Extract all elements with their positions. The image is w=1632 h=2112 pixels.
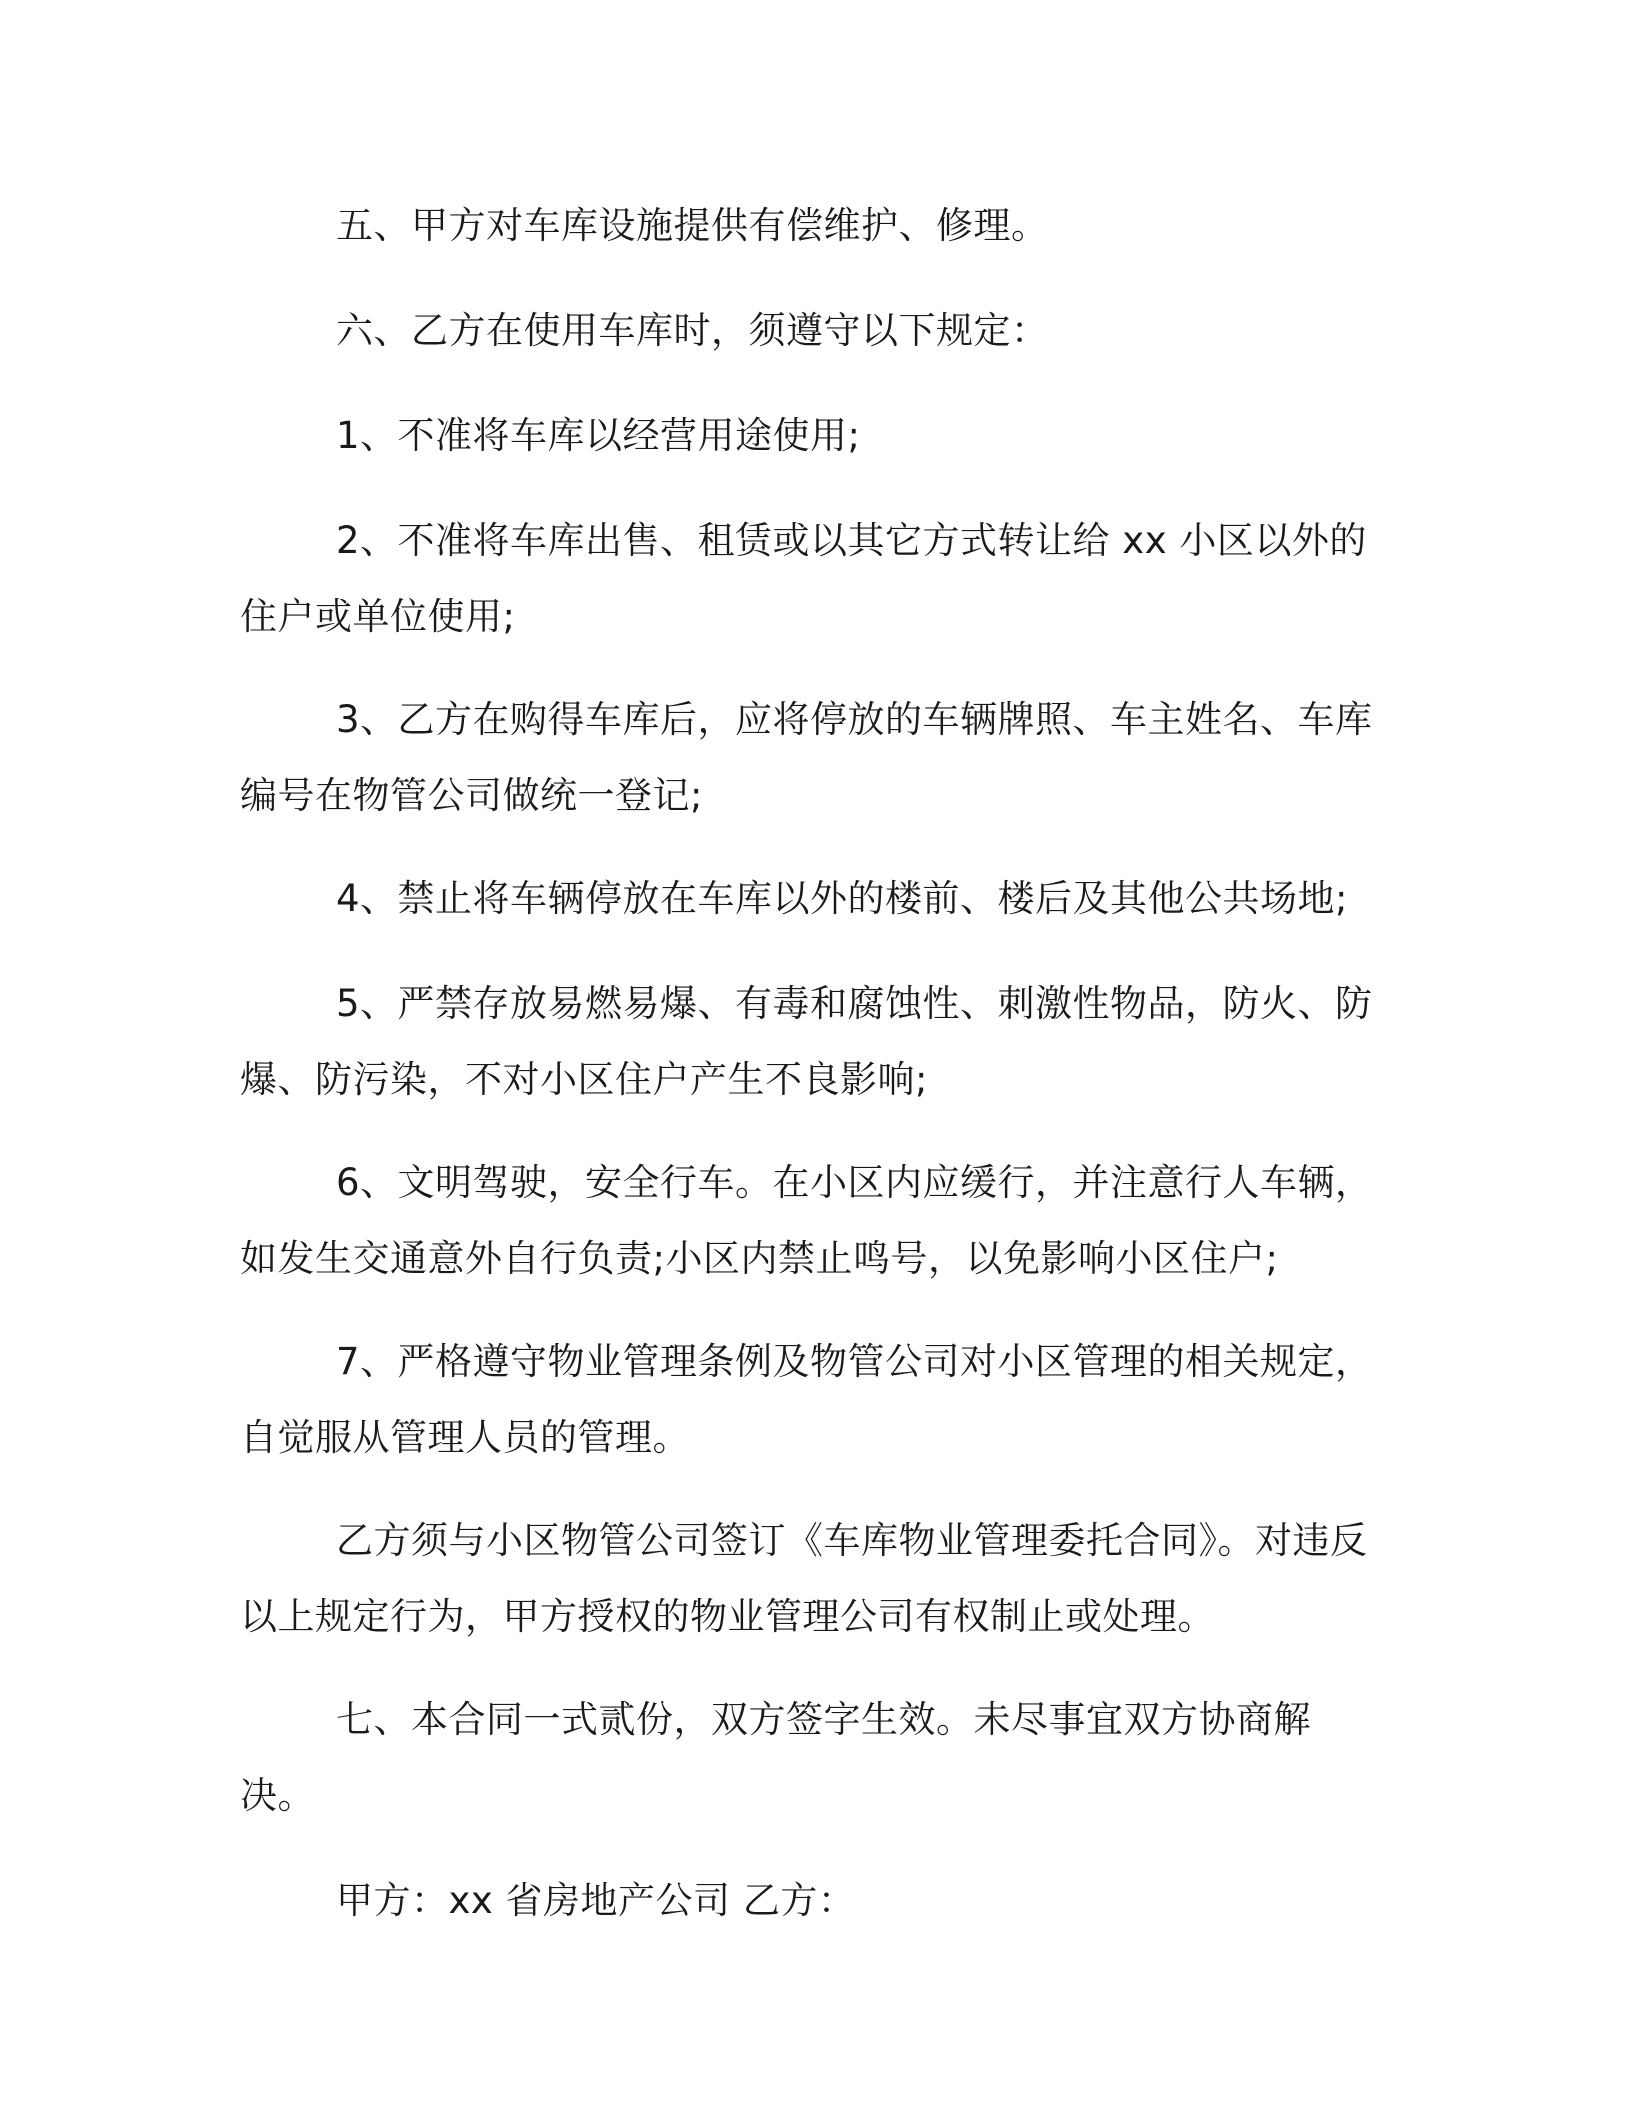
document-body bbox=[240, 188, 1375, 1968]
rule-3-paragraph: 3、乙方在购得车库后，应将停放的车辆牌照、车主姓名、车库编号在物管公司做统一登记; bbox=[240, 698, 1373, 817]
rule-6-paragraph: 6、文明驾驶，安全行车。在小区内应缓行，并注意行人车辆，如发生交通意外自行负责;小区内禁止鸣号，以免影响小区住户; bbox=[240, 1161, 1373, 1280]
rule-7-paragraph: 7、严格遵守物业管理条例及物管公司对小区管理的相关规定，自觉服从管理人员的管理。 bbox=[240, 1340, 1373, 1459]
signature-line: 甲方：xx 省房地产公司 乙方： bbox=[336, 1879, 856, 1922]
clause-7-paragraph: 七、本合同一式贰份，双方签字生效。未尽事宜双方协商解决。 bbox=[240, 1698, 1311, 1817]
rule-2-paragraph: 2、不准将车库出售、租赁或以其它方式转让给 xx 小区以外的住户或单位使用; bbox=[240, 519, 1367, 638]
rule-5-paragraph: 5、严禁存放易燃易爆、有毒和腐蚀性、刺激性物品，防火、防爆、防污染，不对小区住户产生不良影响; bbox=[240, 982, 1373, 1101]
management-note-paragraph: 乙方须与小区物管公司签订《车库物业管理委托合同》。对违反以上规定行为，甲方授权的物业管理公司有权制止或处理。 bbox=[240, 1519, 1368, 1638]
rule-4-paragraph: 4、禁止将车辆停放在车库以外的楼前、楼后及其他公共场地; bbox=[336, 877, 1349, 920]
clause-6-paragraph: 六、乙方在使用车库时，须遵守以下规定： bbox=[336, 309, 1049, 352]
clause-5-paragraph: 五、甲方对车库设施提供有偿维护、修理。 bbox=[336, 204, 1049, 247]
rule-1-paragraph: 1、不准将车库以经营用途使用; bbox=[336, 414, 861, 457]
